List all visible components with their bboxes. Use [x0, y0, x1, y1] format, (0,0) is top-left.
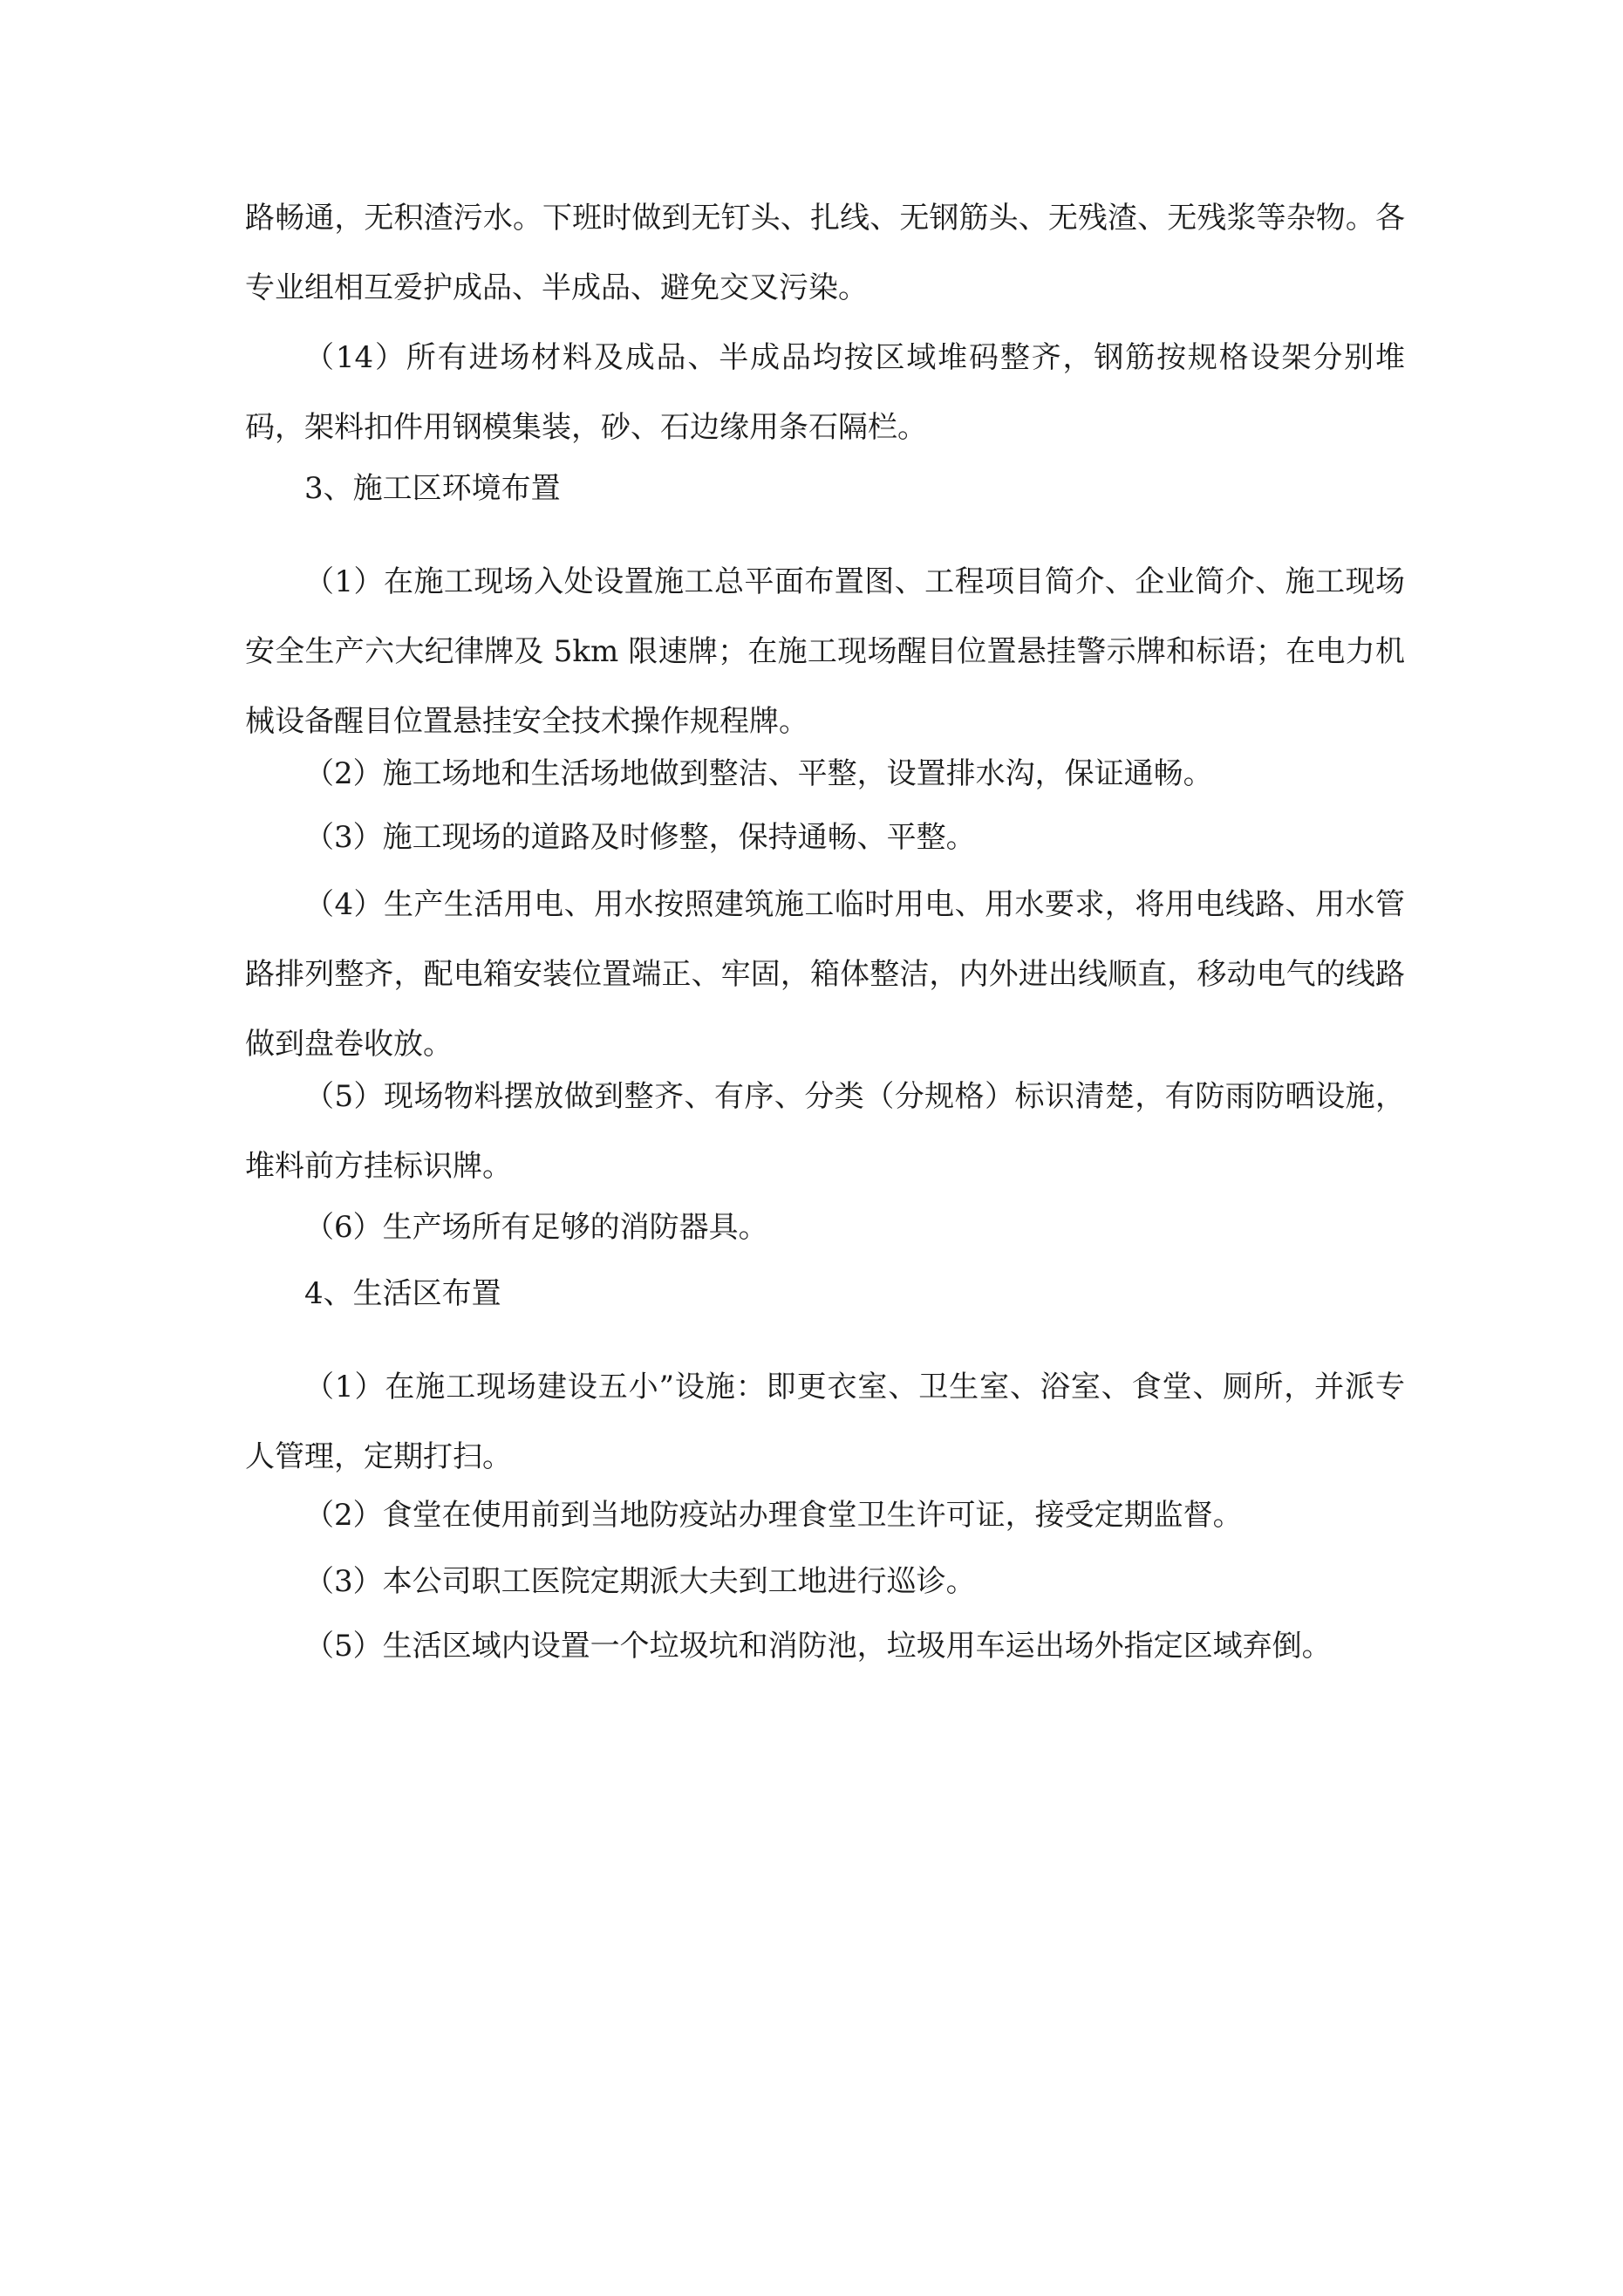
paragraph-item-2-site-cleanliness: （2）施工场地和生活场地做到整洁、平整，设置排水沟，保证通畅。 — [304, 756, 1213, 791]
paragraph-continuation-cleanliness: 路畅通，无积渣污水。下班时做到无钉头、扎线、无钢筋头、无残渣、无残浆等杂物。各专业组相互爱护成品、半成品、避免交叉污染。 — [245, 201, 1405, 305]
paragraph-item-5-material-placement: （5）现场物料摆放做到整齐、有序、分类（分规格）标识清楚，有防雨防晒设施，堆料前方挂标识牌。 — [245, 1079, 1405, 1184]
paragraph-item-1-signage: （1）在施工现场入处设置施工总平面布置图、工程项目简介、企业简介、施工现场安全生产六大纪律牌及 5km 限速牌；在施工现场醒目位置悬挂警示牌和标语；在电力机械设备醒目位置悬挂安全技术操作规程牌。 — [245, 564, 1405, 739]
paragraph-item-4-electricity-water: （4）生产生活用电、用水按照建筑施工临时用电、用水要求，将用电线路、用水管路排列整齐，配电箱安装位置端正、牢固，箱体整洁，内外进出线顺直，移动电气的线路做到盘卷收放。 — [245, 887, 1405, 1062]
paragraph-item-3-clinic-visits: （3）本公司职工医院定期派大夫到工地进行巡诊。 — [304, 1564, 976, 1599]
paragraph-item-2-canteen-permit: （2）食堂在使用前到当地防疫站办理食堂卫生许可证，接受定期监督。 — [304, 1498, 1243, 1533]
paragraph-item-3-road-repair: （3）施工现场的道路及时修整，保持通畅、平整。 — [304, 820, 976, 855]
paragraph-item-14-material-stacking: （14）所有进场材料及成品、半成品均按区域堆码整齐，钢筋按规格设架分别堆码，架料扣件用钢模集装，砂、石边缘用条石隔栏。 — [245, 340, 1405, 445]
paragraph-item-5-garbage-disposal: （5）生活区域内设置一个垃圾坑和消防池，垃圾用车运出场外指定区域弃倒。 — [304, 1629, 1332, 1664]
section-heading-living-area: 4、生活区布置 — [304, 1276, 501, 1311]
paragraph-item-6-fire-equipment: （6）生产场所有足够的消防器具。 — [304, 1210, 768, 1245]
paragraph-item-1-five-facilities: （1）在施工现场建设五小”设施：即更衣室、卫生室、浴室、食堂、厕所，并派专人管理，定期打扫。 — [245, 1370, 1405, 1474]
section-heading-construction-area: 3、施工区环境布置 — [304, 471, 561, 506]
